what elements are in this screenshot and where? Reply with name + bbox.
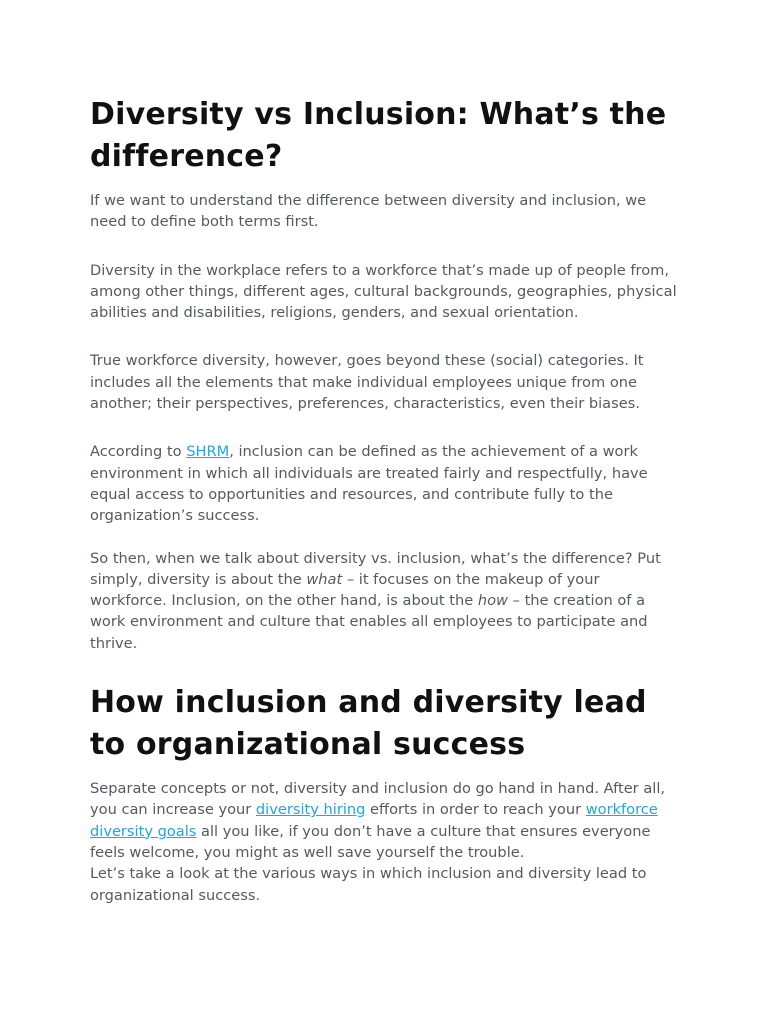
emphasis-how: how <box>477 592 508 610</box>
paragraph-text: , inclusion can be defined as the achievement of a work environment in which all individuals are treated fairly and respectfully, have equal access to opportunities and resources, and contribute fully to the organization’s success. <box>90 443 648 525</box>
diversity-hiring-link[interactable]: diversity hiring <box>255 801 366 819</box>
shrm-link[interactable]: SHRM <box>186 443 230 461</box>
inclusion-definition-paragraph <box>90 441 680 526</box>
paragraph-text: – it focuses on the makeup of your workforce. Inclusion, on the other hand, is about the <box>90 570 600 610</box>
closing-paragraph: Let’s take a look at the various ways in which inclusion and diversity lead to organizational success. <box>90 865 647 904</box>
paragraph-text: all you like, if you don’t have a culture that ensures everyone feels welcome, you might as well save yourself the trouble. <box>90 822 651 861</box>
paragraph-text: Separate concepts or not, diversity and inclusion do go hand in hand. After all, you can increase your <box>90 780 666 819</box>
paragraph-text: – the creation of a work environment and culture that enables all employees to participate and thrive. <box>90 592 648 652</box>
hand-in-hand-paragraph <box>90 778 680 863</box>
difference-paragraph <box>90 548 680 654</box>
section-heading: How inclusion and diversity lead to organizational success <box>90 685 647 763</box>
paragraph-text: So then, when we talk about diversity vs. inclusion, what’s the difference? Put simply, diversity is about the <box>90 549 661 588</box>
emphasis-what: what <box>306 570 343 588</box>
diversity-definition-paragraph: Diversity in the workplace refers to a workforce that’s made up of people from, among other things, different ages, cultural backgrounds, geographies, physical abilities and disabilities, religions, genders, and sexual orientation. <box>90 261 677 322</box>
paragraph-text: efforts in order to reach your <box>365 801 586 819</box>
intro-paragraph: If we want to understand the difference between diversity and inclusion, we need to define both terms first. <box>90 192 647 231</box>
workforce-diversity-goals-link[interactable]: workforce diversity goals <box>90 801 658 840</box>
workforce-diversity-paragraph: True workforce diversity, however, goes beyond these (social) categories. It includes all the elements that make individual employees unique from one another; their perspectives, preferences, characteristics, even their biases. <box>90 352 644 413</box>
paragraph-text: According to <box>90 443 187 461</box>
page-title: Diversity vs Inclusion: What’s the difference? <box>90 97 667 174</box>
